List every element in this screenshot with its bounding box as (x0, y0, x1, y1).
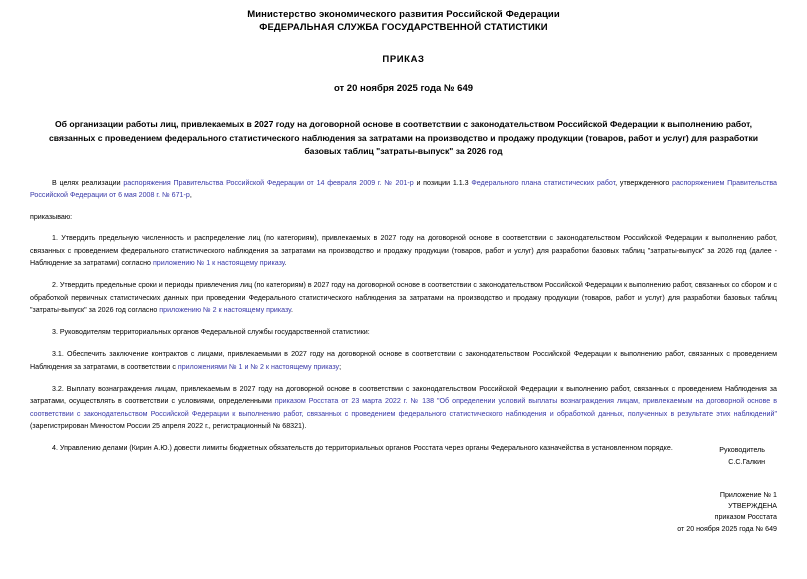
appendix-number: Приложение № 1 (719, 491, 777, 499)
clause-4: 4. Управлению делами (Кирин А.Ю.) довести лимиты бюджетных обязательств до территориальных органов Росстата через органы Федерального казначейства в установленном порядке. (52, 444, 673, 453)
signature-block (719, 445, 765, 468)
ministry-name: Министерство экономического развития Российской Федерации (247, 9, 560, 20)
preamble-text-1: В целях реализации (52, 178, 124, 187)
appendix-approved-label: УТВЕРЖДЕНА (728, 502, 777, 511)
preamble-text-2: и позиции 1.1.3 (413, 178, 472, 187)
clause-2-tail: . (291, 305, 293, 314)
clause-2 (30, 279, 777, 316)
clause-3: 3. Руководителям территориальных органов Федеральной службы государственной статистики: (52, 328, 370, 337)
clause-1 (30, 232, 777, 269)
clause-2-text: 2. Утвердить предельные сроки и периоды привлечения лиц (по категориям) в 2027 году на договорной основе в соответствии с законодательством Российской Федерации к выполнению работ, связанных со сбором и с обработкой первичных статистических данных при проведении Федерального статистического наблюдения за затратами на производство и продажу продукции (товаров, работ и услуг) для разработки базовых таблиц "затраты-выпуск" за 2026 год согласно (30, 281, 777, 314)
clause-3-1-tail: ; (339, 362, 342, 371)
clause-3-2-tail: (зарегистрирован Минюстом России 25 апреля 2022 г., регистрационный № 68321). (30, 421, 307, 430)
signature-name: С.С.Галкин (728, 457, 765, 466)
link-federal-statistics-plan[interactable]: Федерального плана статистических работ (471, 178, 616, 187)
clause-1-text: 1. Утвердить предельную численность и распределение лиц (по категориям), привлекаемых в 2027 году на договорной основе в соответствии с законодательством Российской Федерации к выполнению работ, связанных с проведением федерального статистического наблюдения за затратами на производство и продажу продукции (товаров, работ и услуг) для разработки базовых таблиц "затраты-выпуск" за 2026 год (далее - Наблюдение за затратами) согласно (30, 234, 777, 267)
preamble-paragraph (30, 177, 777, 202)
document-date: от 20 ноября 2025 года № 649 (333, 83, 474, 94)
link-appendix-2[interactable]: приложению № 2 к настоящему приказу (159, 305, 291, 314)
clause-3-2 (30, 383, 777, 432)
appendix-order-date: от 20 ноября 2025 года № 649 (677, 524, 777, 533)
appendix-block (677, 490, 777, 535)
link-order-671r[interactable]: распоряжением Правительства Российской Федерации от 6 мая 2008 г. № 671-р (30, 178, 777, 199)
document-type: ПРИКАЗ (382, 54, 425, 65)
service-name: ФЕДЕРАЛЬНАЯ СЛУЖБА ГОСУДАРСТВЕННОЙ СТАТИСТИКИ (259, 22, 548, 33)
preamble-text-3: , утвержденного (615, 178, 673, 187)
document-page (0, 8, 807, 579)
appendix-order-source: приказом Росстата (714, 513, 777, 522)
link-order-201r[interactable]: распоряжения Правительства Российской Федерации от 14 февраля 2009 г. № 201-р (123, 178, 414, 187)
preamble-text-4: , (189, 190, 192, 199)
link-rosstat-order-138[interactable]: приказом Росстата от 23 марта 2022 г. № 138 "Об определении условий выплаты вознаграждения лицам, привлекаемым на договорной основе в соответствии с законодательством Российской Федерации к выполнению работ, связанных с проведением федерального статистического наблюдения и обработкой данных, полученных в результате этих наблюдений" (30, 397, 777, 418)
signature-role: Руководитель (719, 446, 765, 454)
link-appendices-1-and-2[interactable]: приложениями № 1 и № 2 к настоящему приказу (177, 362, 340, 371)
clause-3-1 (30, 348, 777, 373)
document-body (30, 177, 777, 455)
document-title: Об организации работы лиц, привлекаемых в 2027 году на договорной основе в соответствии с законодательством Российской Федерации к выполнению работ, связанных с проведением федерального статистического наблюдения за затратами на производство и продажу продукции (товаров, работ и услуг) для разработки базовых таблиц "затраты-выпуск" за 2026 год (48, 119, 759, 156)
clause-3-1-text: 3.1. Обеспечить заключение контрактов с лицами, привлекаемыми в 2027 году на договорной основе в соответствии с законодательством Российской Федерации к выполнению работ, связанных с проведением Наблюдения за затратами, в соответствии с (30, 350, 777, 371)
link-appendix-1[interactable]: приложению № 1 к настоящему приказу (152, 258, 285, 267)
clause-3-2-text: 3.2. Выплату вознаграждения лицам, привлекаемым в 2027 году на договорной основе в соответствии с законодательством Российской Федерации к выполнению работ, связанных с проведением Наблюдения за затратами, осуществлять в соответствии с условиями, определенными (30, 385, 777, 406)
document-header (30, 8, 777, 34)
clause-1-tail: . (284, 258, 287, 267)
order-keyword: приказываю: (30, 213, 73, 222)
